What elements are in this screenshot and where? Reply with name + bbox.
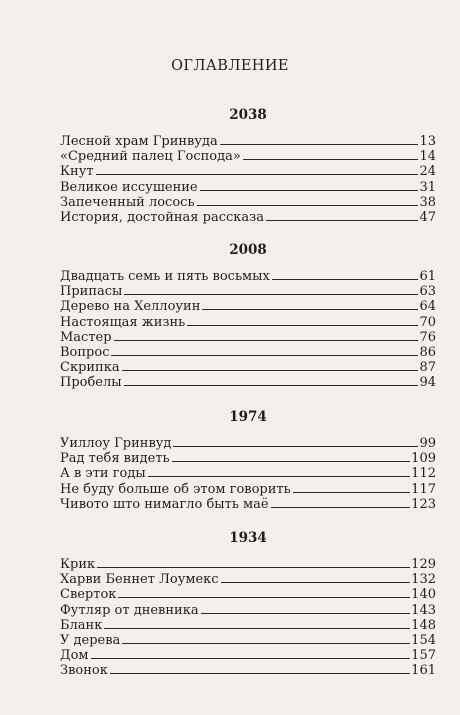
- entry-page: 94: [419, 375, 436, 391]
- toc-entry[interactable]: [60, 482, 436, 497]
- entry-title: Двадцать семь и пять восьмых: [60, 269, 270, 284]
- entry-page: 13: [419, 134, 436, 149]
- entry-title: Припасы: [60, 284, 123, 300]
- entry-title: Дом: [60, 648, 89, 664]
- section-2008: [60, 242, 436, 391]
- toc-entry[interactable]: [60, 195, 436, 210]
- toc-entry[interactable]: [60, 375, 436, 390]
- leader-dots: [243, 159, 419, 160]
- leader-dots: [111, 355, 418, 356]
- entry-page: 76: [419, 329, 436, 345]
- section-year: 1974: [229, 409, 267, 425]
- entry-title: Дерево на Хеллоуин: [60, 299, 201, 315]
- entry-page: 157: [411, 648, 436, 664]
- leader-dots: [97, 567, 410, 568]
- entry-page: 123: [411, 496, 436, 512]
- toc-entry[interactable]: [60, 572, 436, 587]
- leader-dots: [266, 220, 418, 221]
- entry-title: Мастер: [60, 329, 112, 345]
- entry-title: Запеченный лосось: [60, 194, 195, 210]
- leader-dots: [91, 658, 411, 659]
- entry-page: 129: [411, 557, 436, 572]
- toc-entry[interactable]: [60, 436, 436, 451]
- toc-entry[interactable]: [60, 663, 436, 678]
- entry-page: 24: [419, 164, 436, 180]
- entry-title: А в эти годы: [60, 466, 146, 482]
- entry-title: Сверток: [60, 587, 117, 603]
- entry-page: 38: [419, 194, 436, 210]
- entry-title: Настоящая жизнь: [60, 314, 186, 330]
- leader-dots: [200, 190, 419, 191]
- entry-page: 99: [419, 436, 436, 451]
- entry-title: История, достойная рассказа: [60, 209, 264, 225]
- leader-dots: [96, 174, 419, 175]
- entry-title: Не буду больше об этом говорить: [60, 481, 291, 497]
- toc-entry[interactable]: [60, 269, 436, 284]
- leader-dots: [118, 597, 410, 598]
- toc-entry[interactable]: [60, 345, 436, 360]
- entry-title: Лесной храм Гринвуда: [60, 134, 218, 149]
- toc-entry[interactable]: [60, 466, 436, 481]
- entry-title: Вопрос: [60, 344, 110, 360]
- leader-dots: [122, 370, 419, 371]
- leader-dots: [172, 461, 411, 462]
- toc-entry[interactable]: [60, 149, 436, 164]
- section-year: 2008: [229, 242, 267, 258]
- entry-page: 31: [419, 179, 436, 195]
- entry-page: 140: [411, 587, 436, 603]
- entry-title: У дерева: [60, 632, 121, 648]
- section-year: 1934: [229, 530, 267, 546]
- entry-title: Кнут: [60, 164, 94, 180]
- toc-entry[interactable]: [60, 451, 436, 466]
- toc-entry[interactable]: [60, 587, 436, 602]
- page-title: ОГЛАВЛЕНИЕ: [171, 58, 289, 74]
- toc-entry[interactable]: [60, 557, 436, 572]
- entry-title: Футляр от дневника: [60, 602, 199, 618]
- entry-page: 148: [411, 617, 436, 633]
- leader-dots: [293, 492, 410, 493]
- entry-title: Скрипка: [60, 360, 120, 376]
- entry-page: 117: [411, 481, 436, 497]
- leader-dots: [110, 673, 410, 674]
- toc-entry[interactable]: [60, 284, 436, 299]
- leader-dots: [197, 205, 419, 206]
- entry-page: 61: [419, 269, 436, 284]
- entry-page: 64: [419, 299, 436, 315]
- toc-entry[interactable]: [60, 603, 436, 618]
- entry-page: 14: [419, 149, 436, 165]
- entry-title: Пробелы: [60, 375, 122, 391]
- leader-dots: [201, 613, 411, 614]
- entry-title: Бланк: [60, 617, 103, 633]
- toc-entry[interactable]: [60, 210, 436, 225]
- entry-page: 161: [411, 663, 436, 679]
- entry-title: «Средний палец Господа»: [60, 149, 241, 165]
- leader-dots: [202, 309, 418, 310]
- toc-entry[interactable]: [60, 330, 436, 345]
- entry-page: 70: [419, 314, 436, 330]
- leader-dots: [124, 294, 418, 295]
- toc-entry[interactable]: [60, 618, 436, 633]
- section-2038: [60, 107, 436, 225]
- leader-dots: [187, 325, 418, 326]
- leader-dots: [221, 582, 411, 583]
- toc-entry[interactable]: [60, 360, 436, 375]
- entry-title: Уиллоу Гринвуд: [60, 436, 172, 451]
- entry-title: Звонок: [60, 663, 108, 679]
- leader-dots: [104, 628, 410, 629]
- leader-dots: [272, 279, 419, 280]
- entry-page: 47: [419, 209, 436, 225]
- toc-entry[interactable]: [60, 299, 436, 314]
- leader-dots: [122, 643, 410, 644]
- entry-title: Харви Беннет Лоумекс: [60, 572, 219, 588]
- toc-entry[interactable]: [60, 180, 436, 195]
- entry-title: Великое иссушение: [60, 179, 198, 195]
- toc-entry[interactable]: [60, 497, 436, 512]
- leader-dots: [271, 507, 411, 508]
- toc-entry[interactable]: [60, 164, 436, 179]
- entry-page: 109: [411, 451, 436, 467]
- leader-dots: [114, 340, 419, 341]
- toc-entry[interactable]: [60, 648, 436, 663]
- toc-entry[interactable]: [60, 134, 436, 149]
- entry-page: 87: [419, 360, 436, 376]
- leader-dots: [173, 446, 418, 447]
- entry-page: 132: [411, 572, 436, 588]
- leader-dots: [148, 476, 410, 477]
- entry-title: Рад тебя видеть: [60, 451, 170, 467]
- toc-entry[interactable]: [60, 633, 436, 648]
- leader-dots: [220, 144, 419, 145]
- entry-page: 112: [411, 466, 436, 482]
- section-year: 2038: [229, 107, 267, 123]
- entry-title: Чивото што нимагло быть маё: [60, 496, 269, 512]
- section-1934: [60, 530, 436, 679]
- entry-page: 86: [419, 344, 436, 360]
- entry-page: 143: [411, 602, 436, 618]
- section-1974: [60, 409, 436, 512]
- entry-title: Крик: [60, 557, 96, 572]
- toc-entry[interactable]: [60, 315, 436, 330]
- entry-page: 154: [411, 632, 436, 648]
- leader-dots: [124, 385, 419, 386]
- entry-page: 63: [419, 284, 436, 300]
